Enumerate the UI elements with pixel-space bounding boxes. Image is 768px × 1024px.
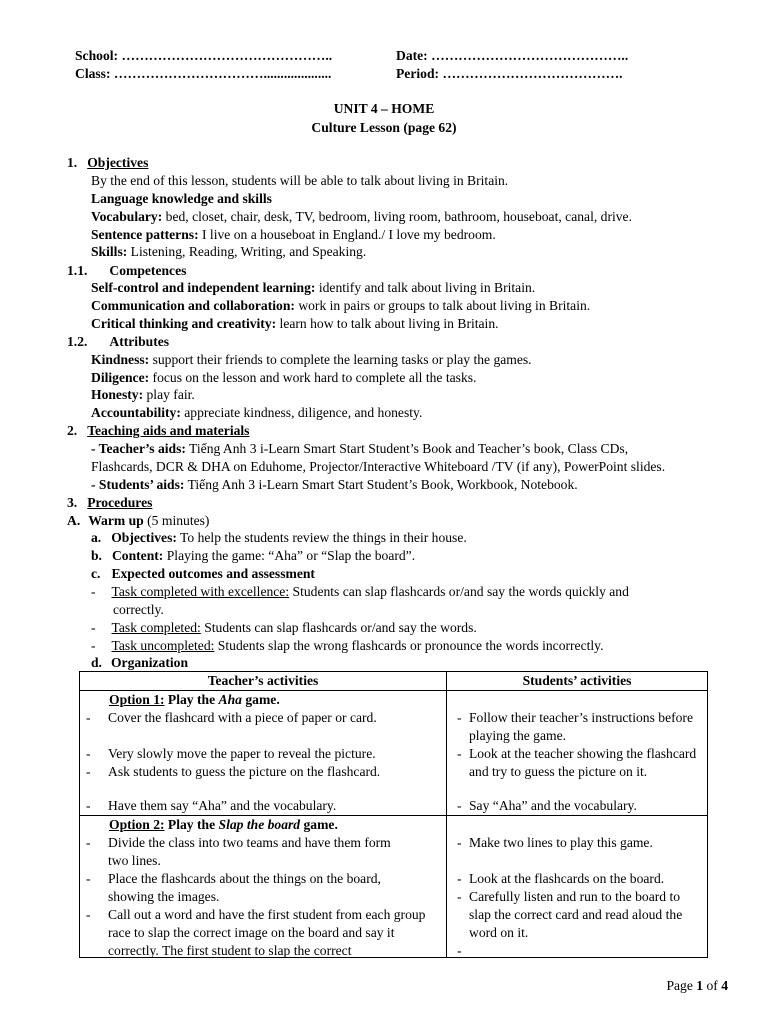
- outcome-completed: - Task completed: Students can slap flashcards or/and say the words.: [91, 620, 477, 635]
- students-aids-line: - Students’ aids: Tiếng Anh 3 i-Learn Smart Start Student’s Book, Workbook, Notebook.: [91, 477, 578, 492]
- language-knowledge-heading: Language knowledge and skills: [91, 191, 272, 206]
- attribute-diligence: Diligence: focus on the lesson and work hard to complete all the tasks.: [91, 370, 477, 385]
- option-1-teacher-cell: [80, 691, 447, 816]
- section-1-2-heading: 1.2. Attributes: [67, 334, 170, 349]
- list-item: - Ask students to guess the picture on the flashcard.: [86, 764, 381, 779]
- table-row-option-1: [80, 691, 708, 816]
- competence-self-control: Self-control and independent learning: identify and talk about living in Britain.: [91, 280, 536, 295]
- option-2-title: Option 2: Play the Slap the board game.: [109, 817, 338, 832]
- vocabulary-line: Vocabulary: bed, closet, chair, desk, TV, bedroom, living room, bathroom, houseboat, canal, drive.: [91, 209, 632, 224]
- attribute-accountability: Accountability: appreciate kindness, diligence, and honesty.: [91, 405, 423, 420]
- option-1-students-cell: [447, 691, 708, 816]
- list-item: - Very slowly move the paper to reveal the picture.: [86, 746, 376, 761]
- warm-up-content: b. Content: Playing the game: “Aha” or “Slap the board”.: [91, 548, 416, 563]
- list-item: - Place the flashcards about the things on the board, showing the images.: [86, 871, 381, 904]
- option-1-title: Option 1: Play the Aha game.: [109, 692, 280, 707]
- list-item: - Follow their teacher’s instructions before playing the game.: [457, 710, 693, 743]
- competence-critical-thinking: Critical thinking and creativity: learn how to talk about living in Britain.: [91, 316, 499, 331]
- outcome-excellence: - Task completed with excellence: Students can slap flashcards or/and say the words quickly and: [91, 584, 629, 599]
- page-subtitle: Culture Lesson (page 62): [311, 120, 457, 135]
- list-item: - Cover the flashcard with a piece of paper or card.: [86, 710, 377, 725]
- section-3-heading: 3. Procedures: [67, 495, 153, 510]
- table-row-option-2: [80, 816, 708, 958]
- date-field: Date: ……………………………………..: [396, 48, 629, 63]
- warm-up-heading: A. Warm up (5 minutes): [67, 513, 210, 528]
- list-item: - Call out a word and have the first student from each group race to slap the correct image on the board and say it correctly. The first student to slap the correct: [86, 907, 426, 958]
- section-1-1-heading: 1.1. Competences: [67, 263, 187, 278]
- warm-up-objectives: a. Objectives: To help the students review the things in their house.: [91, 530, 467, 545]
- organization-table: [79, 671, 708, 958]
- objectives-intro: By the end of this lesson, students will be able to talk about living in Britain.: [91, 173, 509, 188]
- option-2-teacher-cell: [80, 816, 447, 958]
- warm-up-outcomes-heading: c. Expected outcomes and assessment: [91, 566, 315, 581]
- period-field: Period: ………………………………….: [396, 66, 623, 81]
- school-field: School: ………………………………………..: [75, 48, 333, 63]
- sentence-patterns-line: Sentence patterns: I live on a houseboat in England./ I love my bedroom.: [91, 227, 496, 242]
- class-field: Class: ……………………………....................: [75, 66, 332, 81]
- competence-communication: Communication and collaboration: work in pairs or groups to talk about living in Britain.: [91, 298, 591, 313]
- skills-line: Skills: Listening, Reading, Writing, and Speaking.: [91, 244, 367, 259]
- list-item: - Have them say “Aha” and the vocabulary.: [86, 798, 337, 813]
- teachers-aids-line-2: Flashcards, DCR & DHA on Eduhome, Projector/Interactive Whiteboard /TV (if any), PowerPoint slides.: [91, 459, 666, 474]
- list-item: - Carefully listen and run to the board to slap the correct card and read aloud the word on it.: [457, 889, 683, 940]
- outcome-excellence-cont: correctly.: [113, 602, 164, 617]
- section-2-heading: 2. Teaching aids and materials: [67, 423, 250, 438]
- students-activities-header: Students’ activities: [447, 672, 708, 691]
- attribute-kindness: Kindness: support their friends to complete the learning tasks or play the games.: [91, 352, 532, 367]
- attribute-honesty: Honesty: play fair.: [91, 387, 195, 402]
- page-number: Page 1 of 4: [666, 978, 728, 993]
- page-title: UNIT 4 – HOME: [333, 101, 435, 116]
- list-item: - Make two lines to play this game.: [457, 835, 653, 850]
- outcome-uncompleted: - Task uncompleted: Students slap the wrong flashcards or pronounce the words incorrectly.: [91, 638, 604, 653]
- list-item: - Look at the flashcards on the board.: [457, 871, 665, 886]
- teachers-aids-line: - Teacher’s aids: Tiếng Anh 3 i-Learn Smart Start Student’s Book and Teacher’s book, Class CDs,: [91, 441, 629, 456]
- teacher-activities-header: Teacher’s activities: [80, 672, 447, 691]
- option-2-students-cell: - Make two lines to play this game. - Look at the flashcards on the board. - Carefully listen and run to the board to slap the correct card and read aloud the word on it. -: [447, 816, 708, 958]
- table-header-row: [80, 672, 708, 691]
- list-item: - Divide the class into two teams and have them form two lines.: [86, 835, 391, 868]
- warm-up-organization-heading: d. Organization: [91, 655, 188, 670]
- section-1-heading: 1. Objectives: [67, 155, 149, 170]
- list-item: - Look at the teacher showing the flashcard and try to guess the picture on it.: [457, 746, 697, 779]
- list-item: - Say “Aha” and the vocabulary.: [457, 798, 637, 813]
